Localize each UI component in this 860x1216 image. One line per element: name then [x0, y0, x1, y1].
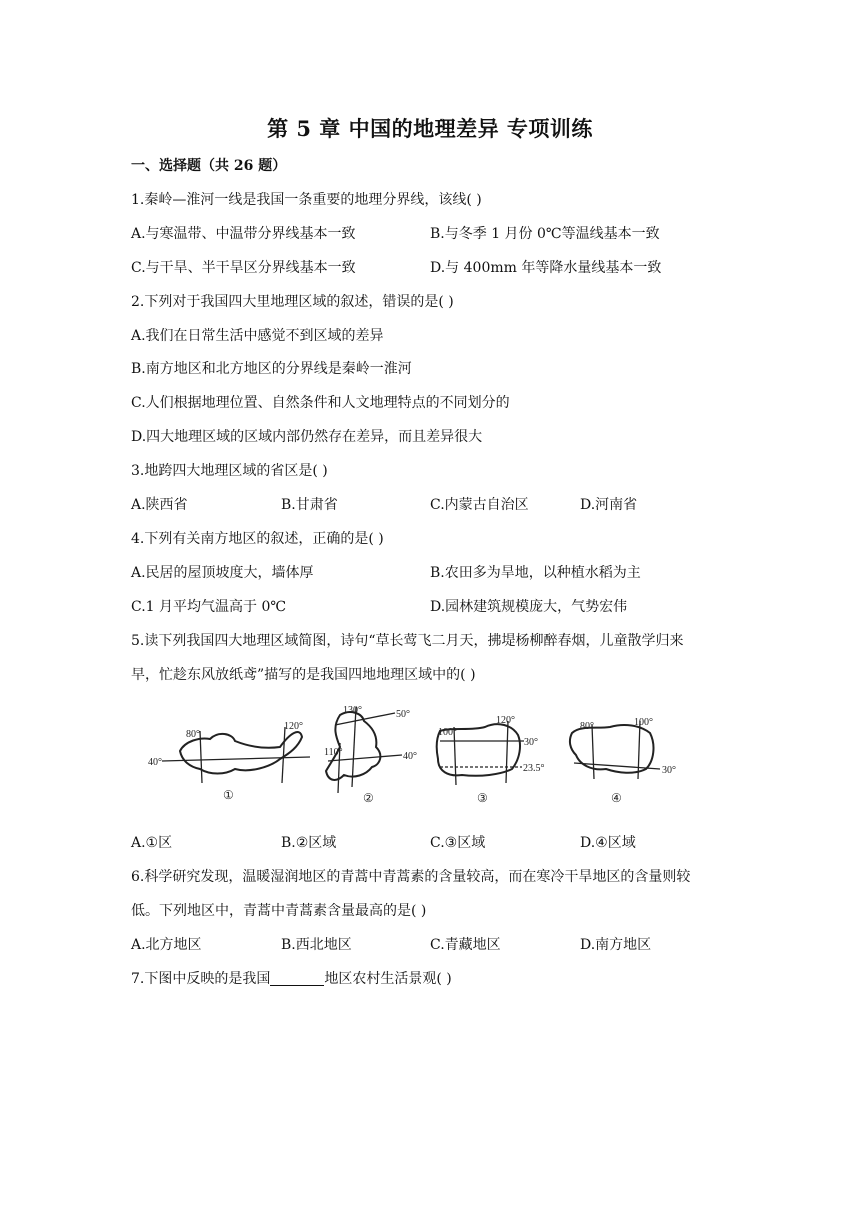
- section-heading: 一、选择题（共 26 题）: [131, 158, 287, 174]
- map-4-lon-line-1: [592, 725, 594, 779]
- q6-option-c[interactable]: C.青藏地区: [430, 937, 501, 953]
- q2-stem: 2.下列对于我国四大里地理区域的叙述，错误的是( ): [131, 294, 454, 310]
- q1-option-a[interactable]: A.与寒温带、中温带分界线基本一致: [131, 226, 356, 242]
- q5-option-a[interactable]: A.①区: [131, 835, 173, 851]
- map-3-lon2-label: 120°: [496, 715, 515, 726]
- map-4-lat-label: 30°: [662, 765, 676, 776]
- q5-stem-line1: 5.读下列我国四大地理区域简图，诗句“草长莺飞二月天，拂堤杨柳醉春烟，儿童散学归来: [131, 633, 684, 649]
- q2-option-a[interactable]: A.我们在日常生活中感觉不到区域的差异: [131, 328, 384, 344]
- q3-option-c[interactable]: C.内蒙古自治区: [430, 497, 529, 513]
- q4-option-b[interactable]: B.农田多为旱地，以种植水稻为主: [430, 565, 641, 581]
- q6-option-b[interactable]: B.西北地区: [281, 937, 352, 953]
- region-maps-figure: [140, 703, 700, 818]
- map-4-lon-line-2: [638, 721, 640, 779]
- q5-option-d[interactable]: D.④区域: [580, 835, 636, 851]
- q4-stem: 4.下列有关南方地区的叙述，正确的是( ): [131, 531, 384, 547]
- q4-option-a[interactable]: A.民居的屋顶坡度大，墙体厚: [131, 565, 314, 581]
- q1-option-b[interactable]: B.与冬季 1 月份 0℃等温线基本一致: [430, 226, 660, 242]
- q4-option-d[interactable]: D.园林建筑规模庞大，气势宏伟: [430, 599, 628, 615]
- q5-stem-line2: 早，忙趁东风放纸鸢”描写的是我国四地地理区域中的( ): [131, 667, 476, 683]
- q1-stem: 1.秦岭—淮河一线是我国一条重要的地理分界线，该线( ): [131, 192, 482, 208]
- map-2: [324, 705, 417, 805]
- q6-stem-line1: 6.科学研究发现，温暖湿润地区的青蒿中青蒿素的含量较高，而在寒冷干旱地区的含量则较: [131, 869, 691, 885]
- page-title: 第 5 章 中国的地理差异 专项训练: [267, 116, 593, 141]
- q6-option-d[interactable]: D.南方地区: [580, 937, 652, 953]
- q5-option-c[interactable]: C.③区域: [430, 835, 486, 851]
- q7-stem-suffix: 地区农村生活景观( ): [324, 971, 452, 987]
- map-3: [437, 715, 545, 805]
- map-2-lat1-label: 50°: [396, 709, 410, 720]
- q3-stem: 3.地跨四大地理区域的省区是( ): [131, 463, 328, 479]
- q6-stem-line2: 低。下列地区中，青蒿中青蒿素含量最高的是( ): [131, 903, 427, 919]
- map-4-lon2-label: 100°: [634, 717, 653, 728]
- map-1: [148, 721, 310, 802]
- map-2-lat2-label: 40°: [403, 751, 417, 762]
- map-2-lon1-label: 130°: [343, 705, 362, 716]
- map-1-lon2-label: 120°: [284, 721, 303, 732]
- map-3-lat2-label: 23.5°: [523, 763, 545, 774]
- map-3-number: ③: [477, 791, 488, 805]
- q6-option-a[interactable]: A.北方地区: [131, 937, 202, 953]
- map-4-lon1-label: 80°: [580, 721, 594, 732]
- q3-option-a[interactable]: A.陕西省: [131, 497, 188, 513]
- map-4-number: ④: [611, 791, 622, 805]
- q2-option-d[interactable]: D.四大地理区域的区域内部仍然存在差异，而且差异很大: [131, 429, 483, 445]
- q5-option-b[interactable]: B.②区域: [281, 835, 337, 851]
- q3-option-b[interactable]: B.甘肃省: [281, 497, 338, 513]
- map-4: [570, 717, 676, 805]
- q2-option-b[interactable]: B.南方地区和北方地区的分界线是秦岭一淮河: [131, 361, 412, 377]
- map-1-lon1-label: 80°: [186, 729, 200, 740]
- map-1-number: ①: [223, 788, 234, 802]
- q4-option-c[interactable]: C.1 月平均气温高于 0℃: [131, 599, 287, 615]
- map-2-number: ②: [363, 791, 374, 805]
- q1-option-d[interactable]: D.与 400mm 年等降水量线基本一致: [430, 260, 662, 276]
- map-3-lon-line-2: [506, 721, 508, 783]
- map-2-lon-line-1: [352, 707, 356, 787]
- q3-option-d[interactable]: D.河南省: [580, 497, 638, 513]
- q7-stem-prefix: 7.下图中反映的是我国: [131, 971, 271, 987]
- q7-stem: [131, 969, 452, 989]
- q7-blank: [270, 971, 324, 986]
- map-3-lon1-label: 100°: [438, 727, 457, 738]
- map-2-lon2-label: 110°: [324, 747, 343, 758]
- map-3-lat1-label: 30°: [524, 737, 538, 748]
- q1-option-c[interactable]: C.与干旱、半干旱区分界线基本一致: [131, 260, 356, 276]
- map-1-lat-label: 40°: [148, 757, 162, 768]
- q2-option-c[interactable]: C.人们根据地理位置、自然条件和人文地理特点的不同划分的: [131, 395, 510, 411]
